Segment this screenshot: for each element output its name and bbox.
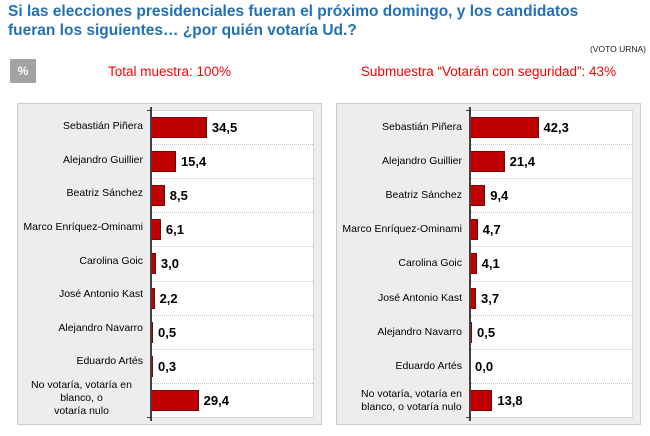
value-label: 0,5 (477, 324, 496, 340)
bar-row (470, 179, 632, 213)
category-label: Eduardo Artés (76, 355, 143, 368)
axis-tick (466, 110, 470, 111)
bar-row (470, 316, 632, 350)
plot-area (150, 110, 314, 418)
value-label: 29,4 (203, 392, 229, 408)
y-axis-line (469, 107, 471, 421)
bar-row (470, 384, 632, 417)
category-label: Marco Enríquez-Ominami (23, 220, 143, 233)
value-label: 3,0 (160, 256, 179, 272)
bar-row (470, 213, 632, 247)
bar (151, 117, 207, 138)
value-label: 0,5 (158, 324, 177, 340)
page-title: Si las elecciones presidenciales fueran el próximo domingo, y los candidatos fueran los siguientes… ¿por quién votaría Ud.? (8, 3, 579, 39)
category-label: Alejandro Guillier (63, 153, 143, 166)
bar (151, 219, 161, 240)
category-label: Marco Enríquez-Ominami (342, 223, 462, 236)
vote-urna-note: (VOTO URNA) (589, 44, 646, 54)
category-label: José Antonio Kast (58, 288, 143, 301)
value-label: 2,2 (159, 290, 178, 306)
value-label: 3,7 (480, 290, 500, 306)
value-label: 13,8 (497, 392, 523, 408)
bar (470, 151, 505, 172)
value-label: 21,4 (509, 154, 535, 170)
bar-row (151, 384, 313, 417)
category-label-column (339, 110, 469, 418)
value-label: 4,7 (482, 222, 501, 238)
bar-row (151, 179, 313, 213)
bar-row (470, 350, 632, 384)
bar-row (151, 247, 313, 281)
category-label: Carolina Goic (398, 257, 462, 270)
chart-header-submuestra: Submuestra “Votarán con seguridad”: 43% (360, 64, 617, 79)
category-label-column (20, 110, 150, 418)
category-label: No votaría, votaría en blanco, o votaría nulo (31, 378, 132, 417)
category-label: José Antonio Kast (377, 291, 462, 304)
bar (151, 185, 165, 206)
bar-row (151, 213, 313, 247)
bar (470, 185, 485, 206)
value-label: 8,5 (169, 188, 188, 204)
bar-row (470, 247, 632, 281)
plot-area (469, 110, 633, 418)
bar (151, 390, 199, 411)
value-label: 4,1 (481, 256, 500, 272)
value-label: 42,3 (543, 120, 569, 136)
bar (470, 117, 539, 138)
chart-panel-total (17, 103, 322, 425)
bar (151, 151, 176, 172)
bar-row (151, 282, 313, 316)
bar-row (151, 111, 313, 145)
bar (470, 219, 478, 240)
axis-tick (147, 417, 151, 418)
category-label: Beatriz Sánchez (66, 187, 143, 200)
category-label: Alejandro Navarro (377, 325, 462, 338)
value-label: 9,4 (490, 188, 509, 204)
bar-row (470, 282, 632, 316)
category-label: Sebastián Piñera (63, 120, 143, 133)
category-label: Carolina Goic (79, 254, 143, 267)
category-label: Alejandro Guillier (382, 154, 462, 167)
category-label: Sebastián Piñera (382, 120, 462, 133)
bar-row (470, 111, 632, 145)
axis-tick (147, 110, 151, 111)
chart-panel-submuestra (336, 103, 641, 425)
category-label: Eduardo Artés (395, 360, 462, 373)
bar-row (470, 145, 632, 179)
bar-row (151, 350, 313, 384)
bar-row (151, 145, 313, 179)
axis-tick (466, 417, 470, 418)
category-label: Beatriz Sánchez (385, 188, 462, 201)
value-label: 6,1 (165, 222, 184, 238)
value-label: 34,5 (211, 120, 238, 136)
value-label: 0,0 (475, 358, 494, 374)
value-label: 15,4 (180, 154, 207, 170)
y-axis-line (150, 107, 152, 421)
category-label: No votaría, votaría en blanco, o votaría nulo (361, 387, 462, 413)
bar-row (151, 316, 313, 350)
bar (470, 390, 492, 411)
chart-header-total: Total muestra: 100% (107, 64, 232, 79)
percent-unit-badge: % (10, 59, 36, 83)
category-label: Alejandro Navarro (58, 321, 143, 334)
value-label: 0,3 (158, 358, 177, 374)
